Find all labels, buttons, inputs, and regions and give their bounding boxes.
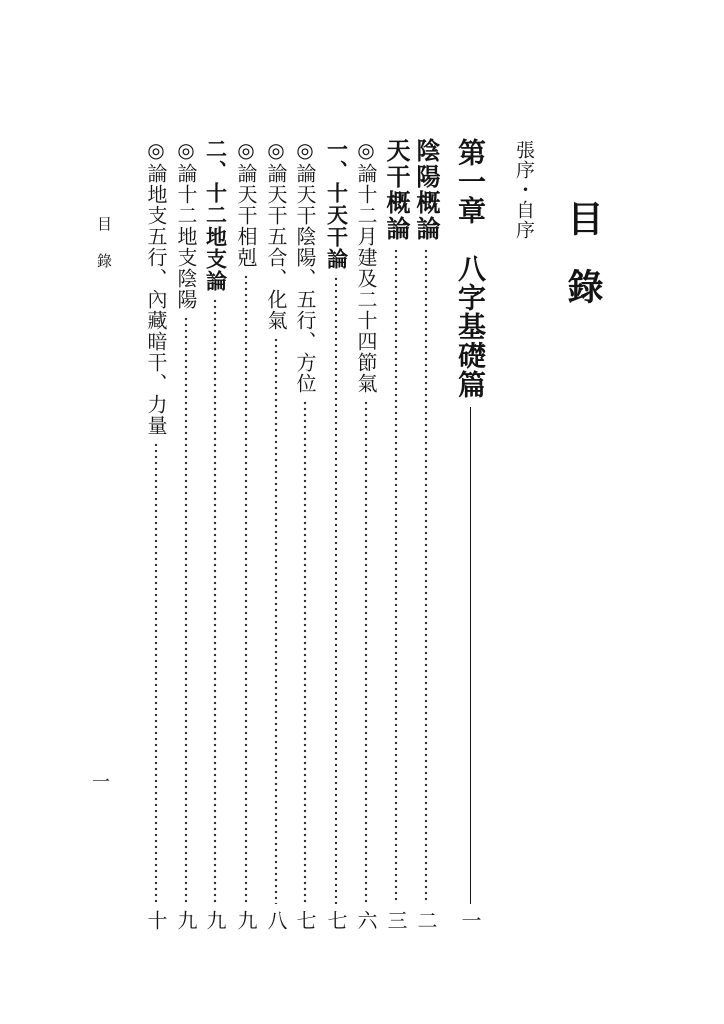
toc-page-number: 七 xyxy=(293,910,317,930)
toc-page-number: 七 xyxy=(324,910,348,930)
running-head: 目錄 xyxy=(95,216,113,290)
toc-row xyxy=(171,138,201,930)
toc-page-number: 六 xyxy=(354,910,378,930)
toc-row xyxy=(351,138,381,930)
dot-leader xyxy=(303,400,307,904)
page-title: 目錄 xyxy=(562,200,603,336)
toc-subsection-title: 二、十二地支論 xyxy=(203,138,228,292)
chapter-page-number: 一 xyxy=(458,910,482,930)
toc-section-title: 天干概論 xyxy=(382,138,410,242)
toc-page-number: 九 xyxy=(174,910,198,930)
toc-item-title: ◎論十二月建及二十四節氣 xyxy=(354,138,378,394)
toc-page-number: 十 xyxy=(144,910,168,930)
dot-leader xyxy=(274,337,278,904)
toc-page-number: 九 xyxy=(234,910,258,930)
dot-leader xyxy=(154,442,158,904)
dot-leader xyxy=(213,298,217,904)
toc-subsection-title: 一、十天干論 xyxy=(324,138,349,270)
dot-leader xyxy=(184,316,188,904)
dot-leader xyxy=(244,274,248,904)
toc-section-title: 陰陽概論 xyxy=(412,138,440,242)
dot-leader xyxy=(364,400,368,904)
toc-item-title: ◎論天干陰陽、五行、方位 xyxy=(293,138,317,394)
toc-page-number: 九 xyxy=(203,910,227,930)
toc-row xyxy=(141,138,171,930)
toc-row xyxy=(200,138,230,930)
toc-chapter-row xyxy=(451,138,489,930)
toc-page-number: 三 xyxy=(384,910,408,930)
toc-item-title: ◎論地支五行、內藏暗干、力量 xyxy=(144,138,168,436)
chapter-title: 第一章 八字基礎篇 xyxy=(454,138,487,399)
toc-page-number: 二 xyxy=(414,910,438,930)
toc-item-title: ◎論天干五合、化氣 xyxy=(264,138,288,331)
toc-row xyxy=(231,138,261,930)
toc-row xyxy=(381,138,411,930)
toc-item-title: ◎論十二地支陰陽 xyxy=(174,138,198,310)
toc-item-title: ◎論天干相剋 xyxy=(234,138,258,268)
preface-entry: 張序・自序 xyxy=(513,140,535,240)
dot-leader xyxy=(334,276,338,904)
toc-row xyxy=(290,138,320,930)
toc-page-number: 八 xyxy=(264,910,288,930)
chapter-leader-line xyxy=(470,407,471,904)
toc-row xyxy=(321,138,351,930)
toc-row xyxy=(261,138,291,930)
folio-page-number: 一 xyxy=(92,772,110,793)
toc-row xyxy=(411,138,441,930)
dot-leader xyxy=(424,248,428,904)
dot-leader xyxy=(394,248,398,904)
